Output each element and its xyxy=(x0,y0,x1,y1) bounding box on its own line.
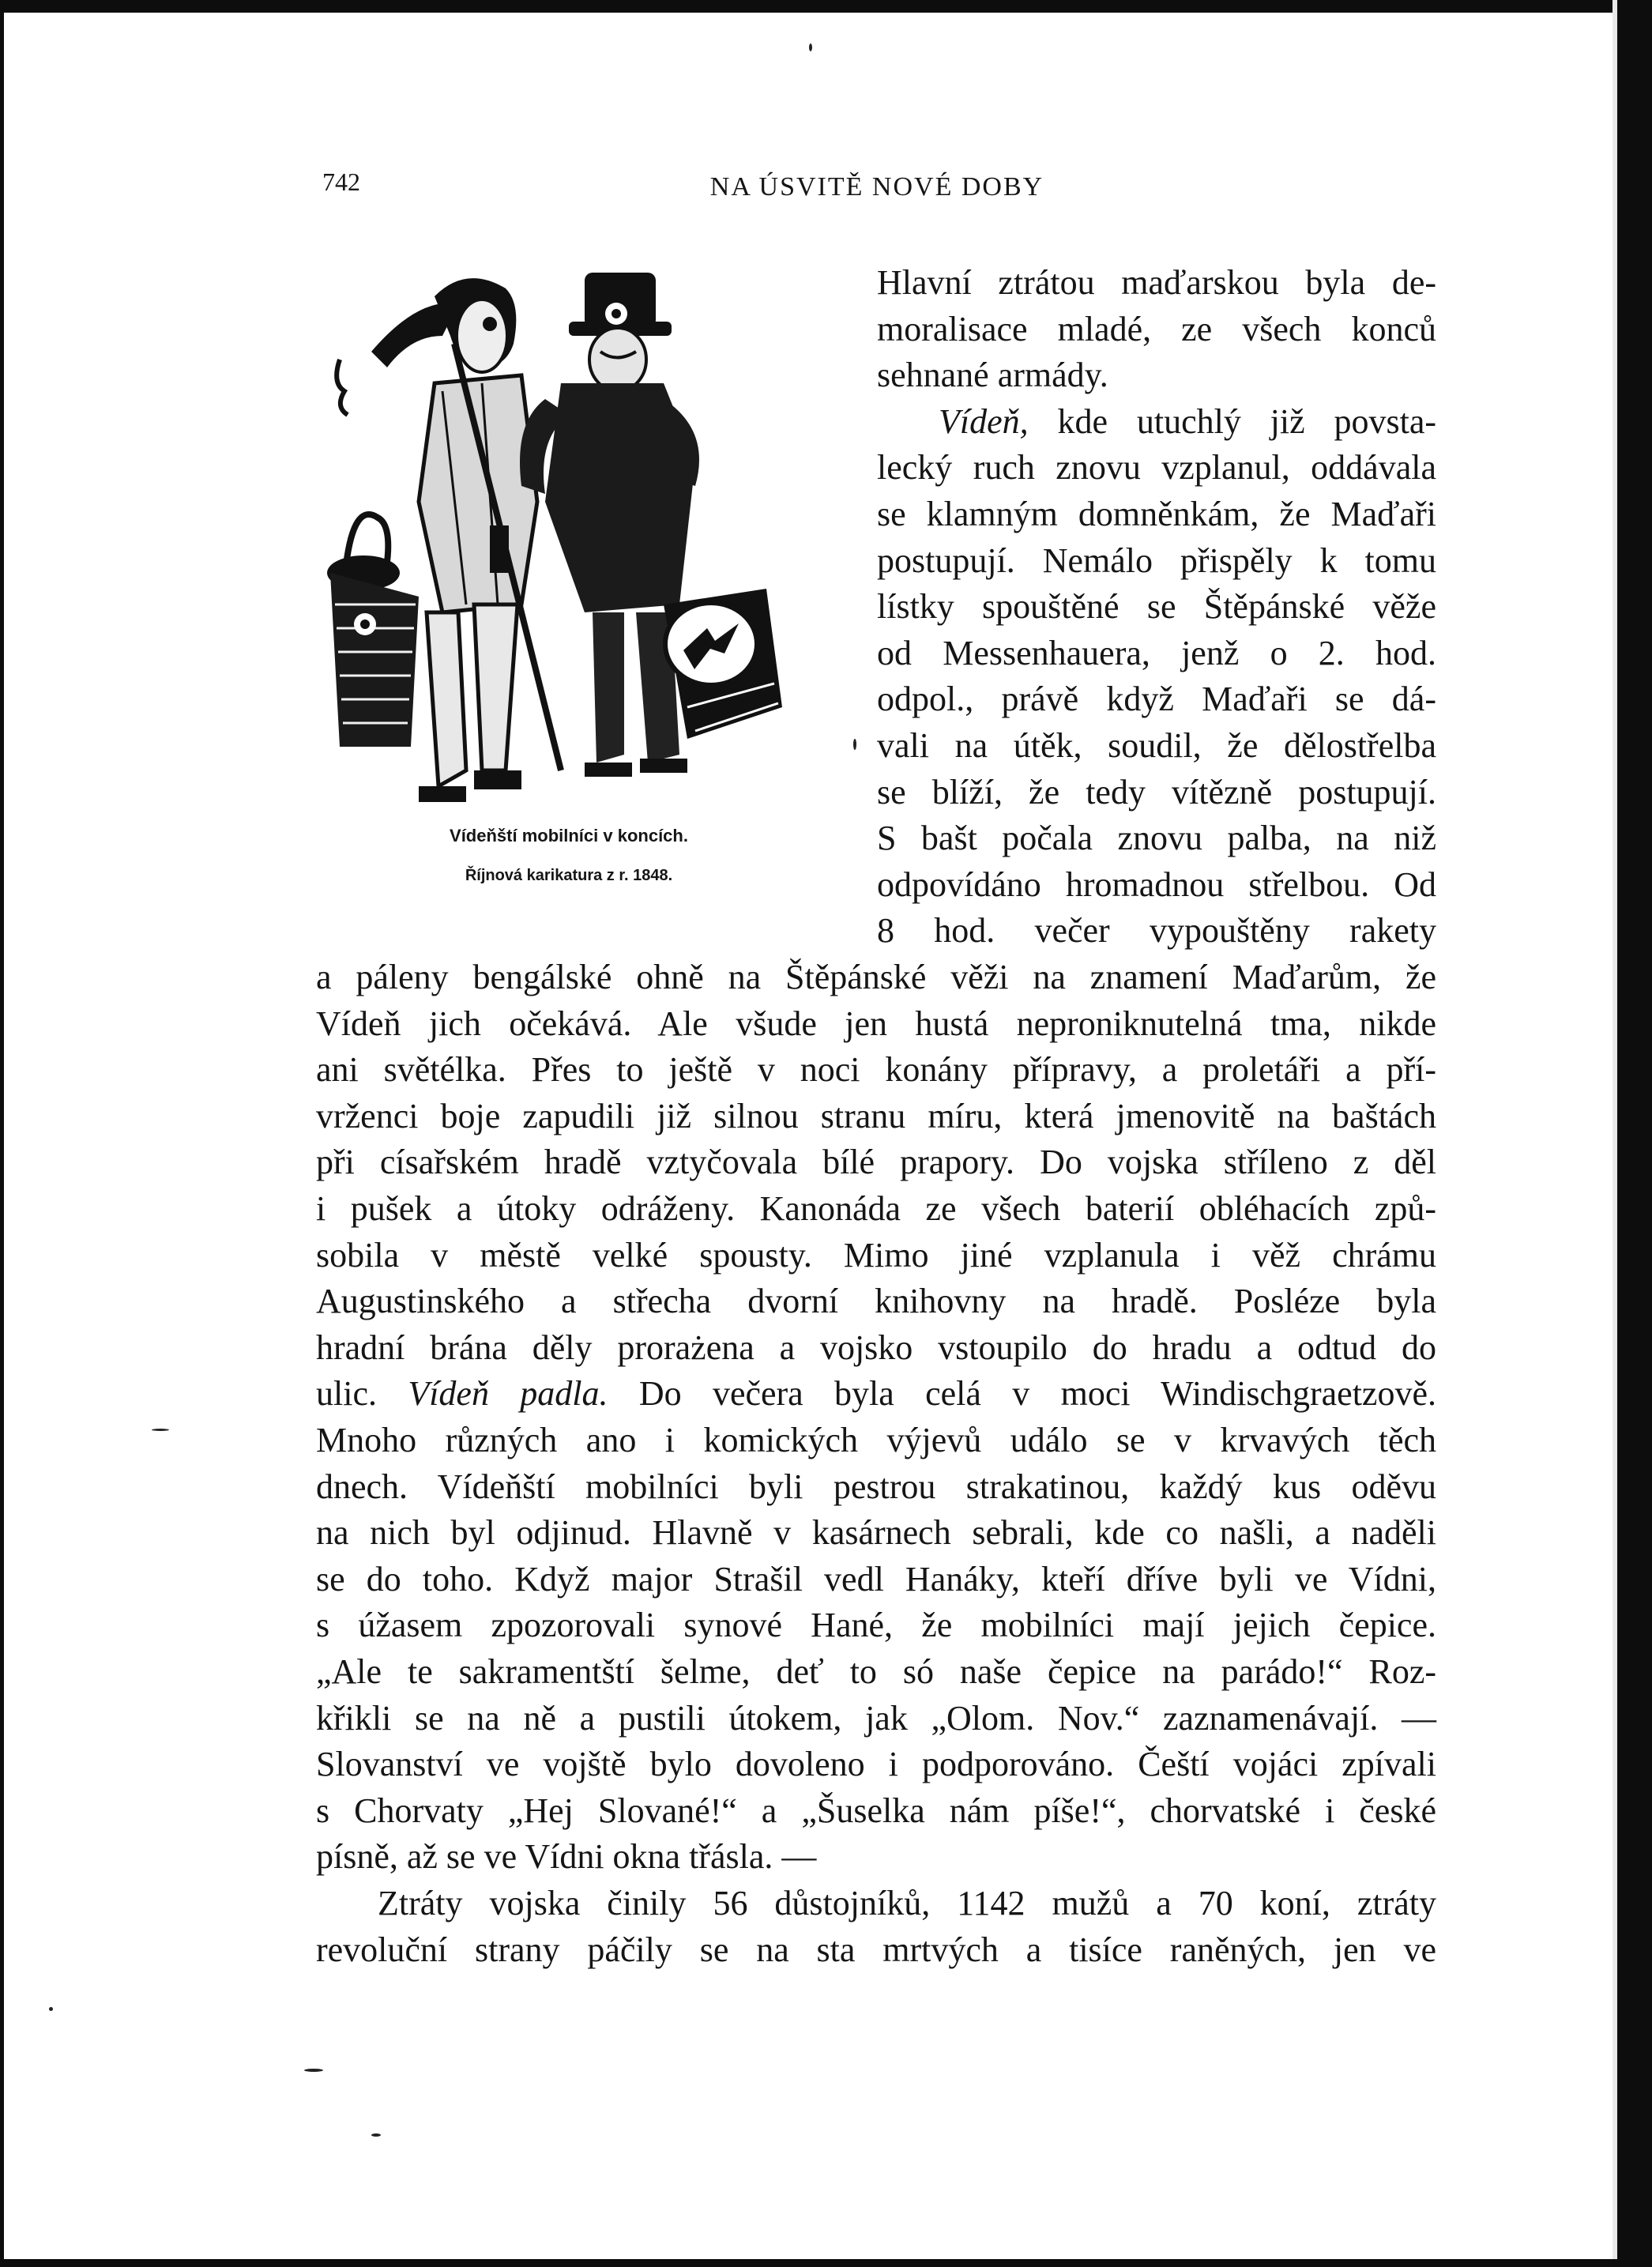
text-line xyxy=(316,1787,1436,1835)
scan-speck xyxy=(49,2007,53,2011)
caption-line-2: Říjnová karikatura z r. 1848. xyxy=(465,867,673,884)
scan-speck xyxy=(853,739,856,750)
scan-speck xyxy=(371,2133,381,2137)
text-segment: s Chorvaty „Hej Slované!“ a „Šuselka nám píše!“, chorvatské i české xyxy=(316,1791,1436,1830)
text-line xyxy=(316,1370,1436,1418)
text-segment: Vídeň, xyxy=(939,401,1029,441)
text-line xyxy=(877,722,1436,770)
scan-border-bottom xyxy=(0,2259,1652,2267)
text-segment: Augustinského a střecha dvorní knihovny na hradě. Posléze byla xyxy=(316,1282,1436,1321)
caption-line-1: Vídeňští mobilníci v koncích. xyxy=(450,826,688,845)
text-line xyxy=(877,907,1436,955)
text-segment: S bašt počala znovu palba, na niž xyxy=(877,819,1436,858)
text-segment: i pušek a útoky odráženy. Kanonáda ze všech baterií obléhacích způ- xyxy=(316,1189,1436,1228)
text-line xyxy=(316,1602,1436,1649)
text-line xyxy=(316,1463,1436,1511)
text-line xyxy=(316,1000,1436,1048)
text-line xyxy=(316,1695,1436,1742)
text-segment: se klamným domněnkám, že Maďaři xyxy=(877,495,1436,533)
text-segment: „Ale te sakramentští šelme, deť to só naše čepice na parádo!“ Roz- xyxy=(316,1652,1436,1691)
text-line xyxy=(877,444,1436,491)
text-segment: Hlavní ztrátou maďarskou byla de- xyxy=(877,263,1436,302)
text-line xyxy=(877,676,1436,723)
text-line xyxy=(877,398,1436,446)
text-segment: Do večera byla celá v moci Windischgraetzově. xyxy=(608,1374,1436,1414)
text-segment: s úžasem zpozorovali synové Hané, že mobilníci mají jejich čepice. xyxy=(316,1606,1436,1645)
text-segment: se do toho. Když major Strašil vedl Hanáky, kteří dříve byli ve Vídni, xyxy=(316,1559,1436,1599)
text-segment: Slovanství ve vojště bylo dovoleno i podporováno. Čeští vojáci zpívali xyxy=(316,1745,1436,1784)
text-line xyxy=(316,954,1436,1001)
scan-border-right-shadow xyxy=(1612,0,1617,2267)
text-segment: odpol., právě když Maďaři se dá- xyxy=(877,680,1436,719)
text-segment: lecký ruch znovu vzplanul, oddávala xyxy=(877,448,1436,488)
text-line xyxy=(877,769,1436,816)
text-line xyxy=(877,537,1436,585)
text-segment: lístky spouštěné se Štěpánské věže xyxy=(877,587,1436,627)
text-segment: sobila v městě velké spousty. Mimo jiné vzplanula i věž chrámu xyxy=(316,1235,1436,1275)
caricature-drawing xyxy=(324,265,806,818)
text-segment: postupují. Nemálo přispěly k tomu xyxy=(877,540,1436,580)
scan-speck xyxy=(152,1429,169,1431)
text-line xyxy=(316,1139,1436,1186)
text-segment: Mnoho různých ano i komických výjevů událo se v krvavých těch xyxy=(316,1421,1436,1459)
scan-border-left xyxy=(0,0,4,2267)
text-segment: moralisace mladé, ze všech konců xyxy=(877,309,1436,348)
scan-border-right xyxy=(1617,0,1652,2267)
text-segment: vrženci boje zapudili již silnou stranu míru, která jmenovitě na baštách xyxy=(316,1096,1436,1135)
text-line xyxy=(316,1185,1436,1233)
basket-illustration xyxy=(327,360,419,747)
running-title: NA ÚSVITĚ NOVÉ DOBY xyxy=(709,172,1044,201)
text-segment: Vídeň padla. xyxy=(408,1374,608,1414)
scan-border-top xyxy=(0,0,1652,13)
text-line xyxy=(316,1556,1436,1603)
text-line xyxy=(316,1046,1436,1094)
text-line xyxy=(877,259,1436,307)
text-segment: 8 hod. večer vypouštěny rakety xyxy=(877,911,1436,951)
text-line xyxy=(316,1926,1436,1974)
text-line xyxy=(877,352,1436,399)
text-line xyxy=(316,1278,1436,1325)
text-segment: dnech. Vídeňští mobilníci byli pestrou strakatinou, každý kus oděvu xyxy=(316,1467,1436,1506)
text-segment: Vídeň jich očekává. Ale všude jen hustá neproniknutelná tma, nikde xyxy=(316,1004,1436,1043)
scan-speck xyxy=(809,43,812,51)
text-segment: od Messenhauera, jenž o 2. hod. xyxy=(877,633,1436,672)
text-line xyxy=(877,630,1436,677)
text-line xyxy=(877,815,1436,862)
page-number: 742 xyxy=(322,168,360,196)
text-segment: ani světélka. Přes to ještě v noci konány přípravy, a proletáři a pří- xyxy=(316,1050,1436,1090)
text-line xyxy=(316,1093,1436,1140)
text-segment: odpovídáno hromadnou střelbou. Od xyxy=(877,864,1436,904)
text-line xyxy=(316,1741,1436,1788)
drum-illustration xyxy=(664,589,782,739)
text-line xyxy=(877,861,1436,909)
text-line xyxy=(316,1648,1436,1696)
text-segment: křikli se na ně a pustili útokem, jak „Olom. Nov.“ zaznamenávají. — xyxy=(316,1698,1436,1738)
text-line xyxy=(316,1232,1436,1279)
text-segment: vali na útěk, soudil, že dělostřelba xyxy=(877,726,1436,765)
text-segment: revoluční strany páčily se na sta mrtvých a tisíce raněných, jen ve xyxy=(316,1930,1436,1969)
text-segment: hradní brána děly prorażena a vojsko vstoupilo do hradu a odtud do xyxy=(316,1327,1436,1367)
text-line xyxy=(877,491,1436,538)
text-segment: Ztráty vojska činily 56 důstojníků, 1142 mužů a 70 koní, ztráty xyxy=(378,1884,1436,1922)
text-segment: sehnané armády. xyxy=(877,356,1108,395)
text-segment: a páleny bengálské ohně na Štěpánské věži na znamení Maďarům, že xyxy=(316,958,1436,996)
page-header xyxy=(316,168,1438,207)
text-segment: kde utuchlý již povsta- xyxy=(1028,401,1436,441)
text-line xyxy=(877,306,1436,353)
text-line xyxy=(316,1833,1436,1881)
text-segment: při císařském hradě vztyčovala bílé prapory. Do vojska stříleno z děl xyxy=(316,1143,1436,1182)
text-line xyxy=(316,1880,1436,1927)
text-segment: ulic. xyxy=(316,1374,408,1414)
text-line xyxy=(316,1324,1436,1372)
scan-speck xyxy=(304,2069,323,2072)
caricature-illustration xyxy=(324,265,806,884)
text-segment: na nich byl odjinud. Hlavně v kasárnech sebrali, kde co našli, a naděli xyxy=(316,1513,1436,1553)
text-segment: písně, až se ve Vídni okna třásla. — xyxy=(316,1837,817,1877)
text-line xyxy=(877,583,1436,631)
text-line xyxy=(316,1417,1436,1464)
text-line xyxy=(316,1509,1436,1557)
text-segment: se blíží, že tedy vítězně postupují. xyxy=(877,772,1436,812)
